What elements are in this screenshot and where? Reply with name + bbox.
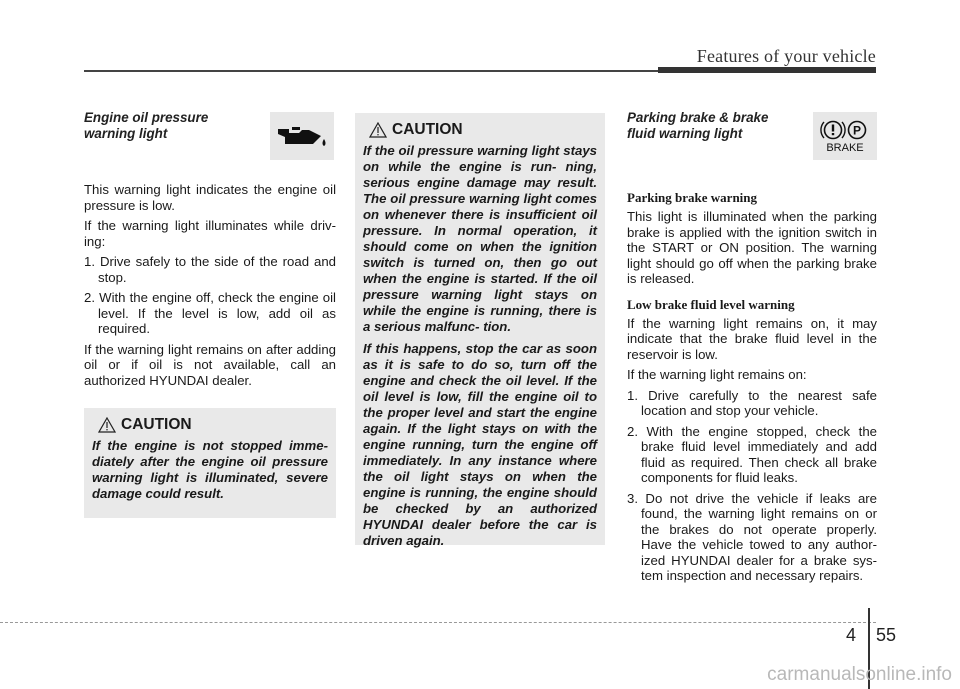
caution-header	[92, 416, 328, 434]
header-rule-accent	[658, 67, 876, 73]
header-title: Features of your vehicle	[696, 46, 876, 66]
brake-warning-icon	[813, 112, 877, 160]
caution-text-oil: If the engine is not stopped imme- diately after the engine oil pressure warning light is illuminated, severe damage could result.	[92, 438, 328, 501]
footer-rule	[0, 622, 876, 623]
chapter-number: 4	[846, 625, 857, 645]
brake-icon-label: BRAKE	[826, 142, 864, 154]
subheading-parking-brake: Parking brake warning	[627, 190, 758, 205]
warning-triangle-icon	[98, 417, 116, 433]
oil-step-2: 2. With the engine off, check the engine oil level. If the level is low, add oil as required.	[84, 290, 336, 336]
caution-label: CAUTION	[392, 121, 463, 138]
section-title-oil-pressure: Engine oil pressure warning light	[84, 110, 209, 141]
parking-brake-paragraph: This light is illuminated when the parking brake is applied with the ignition switch in the START or ON position. The warning light should go off when the parking brake is released.	[627, 209, 877, 286]
caution-box-oil	[84, 408, 336, 518]
caution-header	[363, 121, 597, 139]
oil-step-1: 1. Drive safely to the side of the road and stop.	[84, 254, 336, 285]
oil-steps	[84, 254, 336, 337]
oil-paragraph-1: This warning light indicates the engine oil pressure is low.	[84, 182, 336, 213]
page-number: 55	[876, 625, 897, 645]
caution-label: CAUTION	[121, 416, 192, 433]
oil-closing-paragraph: If the warning light remains on after adding oil or if oil is not available, call an authorized HYUNDAI dealer.	[84, 341, 336, 388]
column-oil-pressure	[84, 110, 336, 518]
caution-box-oil-pressure	[355, 113, 605, 548]
subheading-brake-fluid: Low brake fluid level warning	[627, 296, 795, 312]
column-oil-caution	[355, 113, 605, 548]
brake-remains-paragraph: If the warning light remains on:	[627, 367, 807, 382]
warning-triangle-icon	[369, 122, 387, 138]
svg-text:P: P	[852, 123, 862, 138]
section-title-brake: Parking brake & brake fluid warning light	[627, 110, 769, 141]
caution-paragraph-2: If this happens, stop the car as soon as it is safe to do so, turn off the engine and check the oil level. If the oil level is low, fill the engine oil to the proper level and start the engine again. If the light stays on with the engine running, turn the engine off immediately. In any instance where the oil light stays on when the engine is running, the engine should be checked by an authorized HYUNDAI dealer before the car is driven again.	[363, 341, 597, 548]
brake-step-3: 3. Do not drive the vehicle if leaks are found, the warning light remains on or the brakes do not operate properly. Have the vehicle towed to any author- ized HYUNDAI dealer for a brake sys- tem inspection and necessary repairs.	[627, 490, 877, 583]
brake-step-2: 2. With the engine stopped, check the brake fluid level immediately and add fluid as required. Then check all brake components for fluid leaks.	[627, 423, 877, 485]
oil-can-icon	[270, 112, 334, 160]
brake-step-1: 1. Drive carefully to the nearest safe location and stop your vehicle.	[627, 387, 877, 418]
caution-paragraph-1: If the oil pressure warning light stays on while the engine is run- ning, serious engine damage may result. The oil pressure warning light comes on whenever there is insufficient oil pressure. In normal operation, it should come on when the ignition switch is turned on, then go out when the engine is started. If the oil pressure warning light stays on while the engine is running, there is a serious malfunc- tion.	[363, 143, 597, 334]
watermark: carmanualsonline.info	[767, 664, 952, 685]
brake-steps	[627, 388, 877, 584]
brake-fluid-paragraph: If the warning light remains on, it may indicate that the brake fluid level in the reservoir is low.	[627, 315, 877, 362]
column-brake	[627, 110, 877, 589]
oil-paragraph-2: If the warning light illuminates while driv- ing:	[84, 218, 336, 249]
